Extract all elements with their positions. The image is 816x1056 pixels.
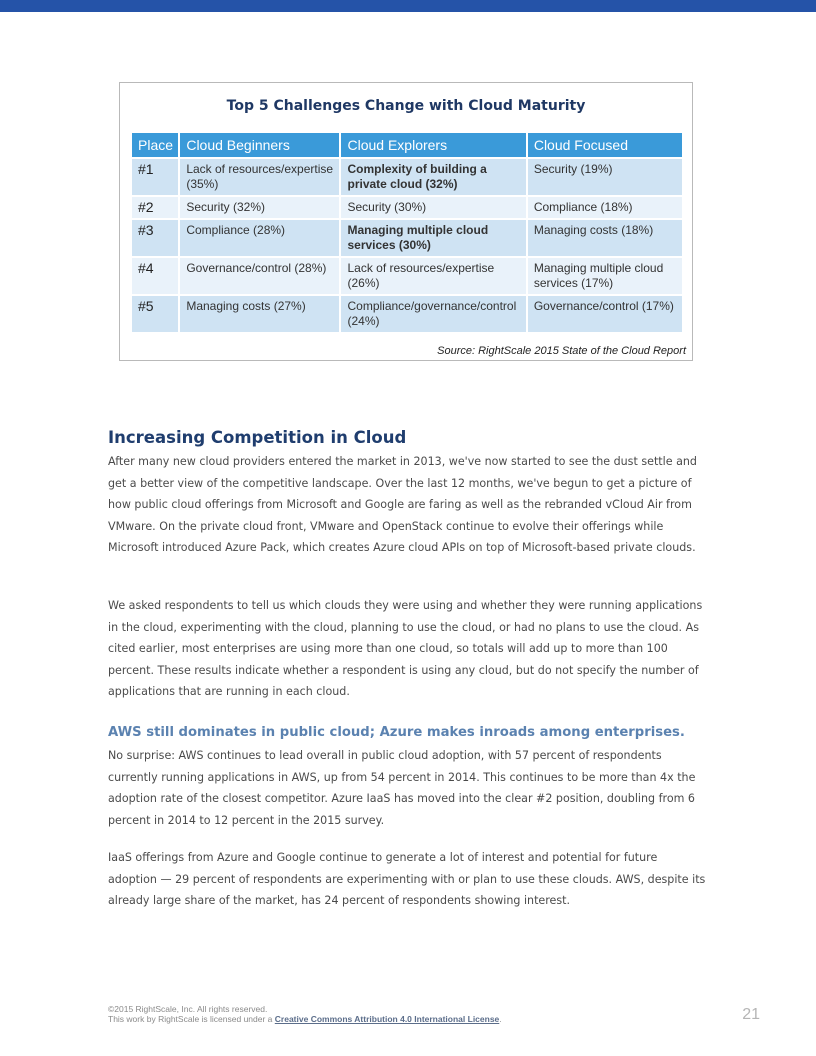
section-heading: Increasing Competition in Cloud [108,428,407,447]
license-link[interactable]: Creative Commons Attribution 4.0 International License [274,1014,500,1024]
figure-source: Source: RightScale 2015 State of the Cloud Report [437,345,686,357]
table-cell: Managing multiple cloud services (17%) [528,258,682,294]
table-cell: Managing costs (18%) [528,220,682,256]
figure-title: Top 5 Challenges Change with Cloud Maturity [226,98,586,114]
table-row [132,159,682,195]
table-cell: Lack of resources/expertise (35%) [180,159,339,195]
header-cloud-focused: Cloud Focused [528,133,682,157]
license-prefix: This work by RightScale is licensed under a [108,1014,275,1024]
footer [108,1004,502,1024]
place-cell: #1 [132,159,178,195]
license-suffix: . [499,1014,502,1024]
table-cell: Security (32%) [180,197,339,218]
paragraph-intro: After many new cloud providers entered the market in 2013, we've now started to see the dust settle and get a better view of the competitive landscape. Over the last 12 months, we've begun to get a picture of how public cloud offerings from Microsoft and Google are faring as well as the rebranded vCloud Air from VMware. On the private cloud front, VMware and OpenStack continue to evolve their offerings while Microsoft introduced Azure Pack, which creates Azure cloud APIs on top of Microsoft-based private clouds. [108,455,697,554]
table-header-row [132,133,682,157]
paragraph-respondents: We asked respondents to tell us which clouds they were using and whether they were running applications in the cloud, experimenting with the cloud, planning to use the cloud, or had no plans to use the cloud. As cited earlier, most enterprises are using more than one cloud, so totals will add up to more than 100 percent. These results indicate whether a respondent is using any cloud, but do not specify the number of applications that are running in each cloud. [108,599,703,698]
table-cell: Managing multiple cloud services (30%) [341,220,525,256]
paragraph-aws: No surprise: AWS continues to lead overall in public cloud adoption, with 57 percent of respondents currently running applications in AWS, up from 54 percent in 2014. This continues to be more than 4x the adoption rate of the closest competitor. Azure IaaS has moved into the clear #2 position, doubling from 6 percent in 2014 to 12 percent in the 2015 survey. [108,749,696,827]
table-cell: Compliance (28%) [180,220,339,256]
table-cell: Lack of resources/expertise (26%) [341,258,525,294]
place-cell: #5 [132,296,178,332]
table-cell: Complexity of building a private cloud (32%) [341,159,525,195]
table-cell: Security (19%) [528,159,682,195]
table-cell: Compliance (18%) [528,197,682,218]
challenges-figure [119,82,693,361]
subheading: AWS still dominates in public cloud; Azure makes inroads among enterprises. [108,725,685,740]
top-bar [0,0,816,12]
place-cell: #4 [132,258,178,294]
copyright: ©2015 RightScale, Inc. All rights reserved. [108,1004,268,1014]
paragraph-iaas: IaaS offerings from Azure and Google continue to generate a lot of interest and potential for future adoption — 29 percent of respondents are experimenting with or plan to use these clouds. AWS, despite its already large share of the market, has 24 percent of respondents showing interest. [108,851,706,907]
table-cell: Governance/control (17%) [528,296,682,332]
table-cell: Security (30%) [341,197,525,218]
table-row [132,220,682,256]
place-cell: #3 [132,220,178,256]
table-cell: Governance/control (28%) [180,258,339,294]
page-number: 21 [742,1006,760,1023]
table-row [132,197,682,218]
table-row [132,296,682,332]
table-row [132,258,682,294]
challenges-table [130,131,684,334]
header-place: Place [132,133,178,157]
header-cloud-beginners: Cloud Beginners [180,133,339,157]
license-line [108,1014,502,1024]
header-cloud-explorers: Cloud Explorers [341,133,525,157]
table-cell: Compliance/governance/control (24%) [341,296,525,332]
place-cell: #2 [132,197,178,218]
table-cell: Managing costs (27%) [180,296,339,332]
